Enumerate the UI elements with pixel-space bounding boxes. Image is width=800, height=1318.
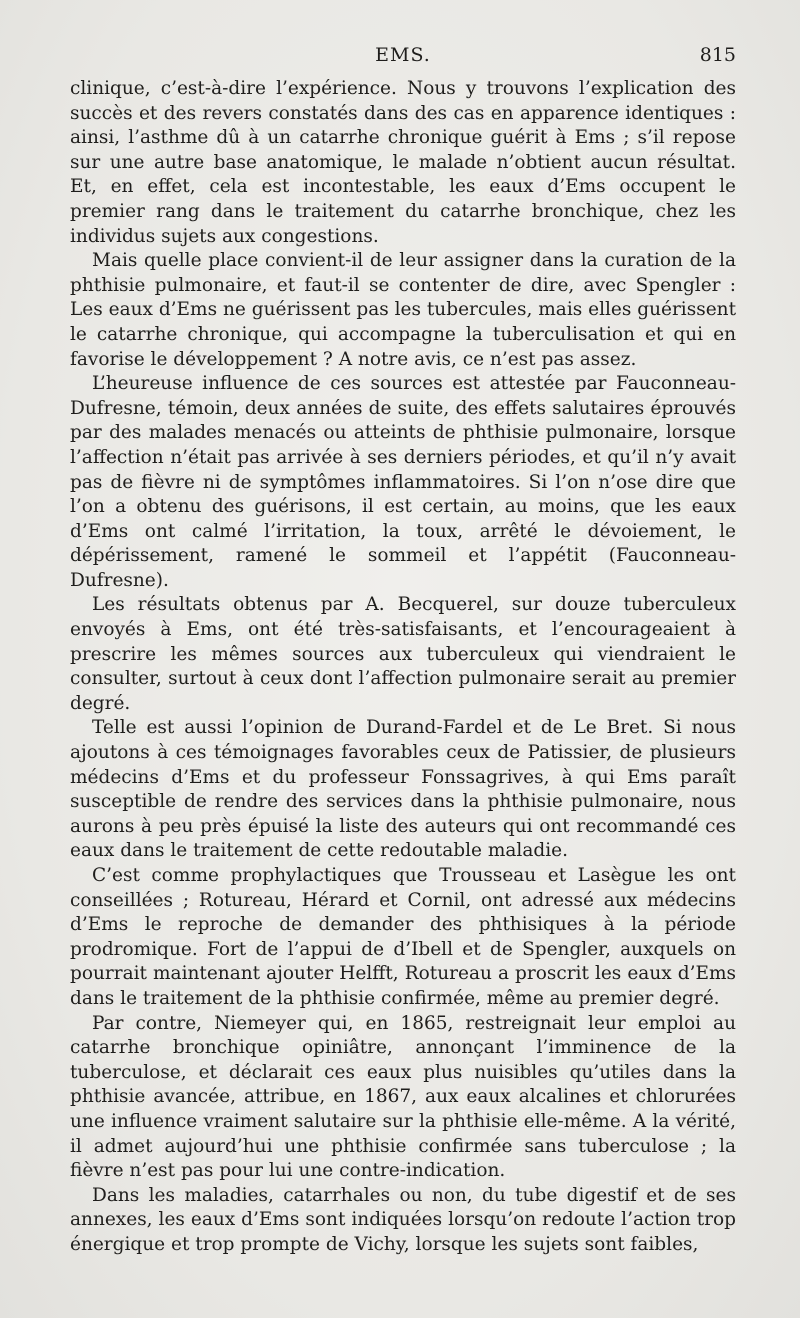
paragraph: Telle est aussi l’opinion de Durand-Fardel et de Le Bret. Si nous ajoutons à ces témoignages favorables ceux de Patissier, de plusieurs médecins d’Ems et du professeur Fonssagrives, à qui Ems paraît susceptible de rendre des services dans la phthisie pulmonaire, nous aurons à peu près épuisé la liste des auteurs qui ont recommandé ces eaux dans le traitement de cette redoutable maladie.	[70, 717, 736, 862]
paragraph: Mais quelle place convient-il de leur assigner dans la curation de la phthisie pulmonaire, et faut-il se contenter de dire, avec Spengler : Les eaux d’Ems ne guérissent pas les tubercules, mais elles guérissent le catarrhe chronique, qui accompagne la tuberculisation et qui en favorise le développement ? A notre avis, ce n’est pas assez.	[70, 250, 736, 370]
page-number: 815	[699, 44, 736, 66]
paragraph: Par contre, Niemeyer qui, en 1865, restreignait leur emploi au catarrhe bronchique opiniâtre, annonçant l’imminence de la tuberculose, et déclarait ces eaux plus nuisibles qu’utiles dans la phthisie avancée, attribue, en 1867, aux eaux alcalines et chlorurées une influence vraiment salutaire sur la phthisie elle-même. A la vérité, il admet aujourd’hui une phthisie confirmée sans tuberculose ; la fièvre n’est pas pour lui une contre-indication.	[70, 1012, 736, 1182]
paragraph-continued: clinique, c’est-à-dire l’expérience. Nous y trouvons l’explication des succès et des revers constatés dans des cas en apparence identiques : ainsi, l’asthme dû à un catarrhe chronique guérit à Ems ; s’il repose sur une autre base anatomique, le malade n’obtient aucun résultat. Et, en effet, cela est incontestable, les eaux d’Ems occupent le premier rang dans le traitement du catarrhe bronchique, chez les individus sujets aux congestions.	[70, 78, 736, 247]
running-title: EMS.	[375, 44, 431, 66]
body-text	[70, 77, 736, 1258]
paragraph-continues: Dans les maladies, catarrhales ou non, du tube digestif et de ses annexes, les eaux d’Ems sont indiquées lorsqu’on redoute l’action trop énergique et trop prompte de Vichy, lorsque les sujets sont faibles,	[70, 1184, 736, 1255]
paragraph: C’est comme prophylactiques que Trousseau et Lasègue les ont conseillées ; Rotureau, Hérard et Cornil, ont adressé aux médecins d’Ems le reproche de demander des phthisiques à la période prodromique. Fort de l’appui de d’Ibell et de Spengler, auxquels on pourrait maintenant ajouter Helfft, Rotureau a proscrit les eaux d’Ems dans le traitement de la phthisie confirmée, même au premier degré.	[70, 865, 736, 1009]
paragraph: L’heureuse influence de ces sources est attestée par Fauconneau-Dufresne, témoin, deux années de suite, des effets salutaires éprouvés par des malades menacés ou atteints de phthisie pulmonaire, lorsque l’affection n’était pas arrivée à ses derniers périodes, et qu’il n’y avait pas de fièvre ni de symptômes inflammatoires. Si l’on n’ose dire que l’on a obtenu des guérisons, il est certain, au moins, que les eaux d’Ems ont calmé l’irritation, la toux, arrêté le dévoiement, le dépérissement, ramené le sommeil et l’appétit (Fauconneau-Dufresne).	[70, 373, 736, 591]
page-header	[70, 44, 736, 72]
paragraph: Les résultats obtenus par A. Becquerel, sur douze tuberculeux envoyés à Ems, ont été très-satisfaisants, et l’encourageaient à prescrire les mêmes sources aux tuberculeux qui viendraient le consulter, surtout à ceux dont l’affection pulmonaire serait au premier degré.	[70, 594, 736, 714]
